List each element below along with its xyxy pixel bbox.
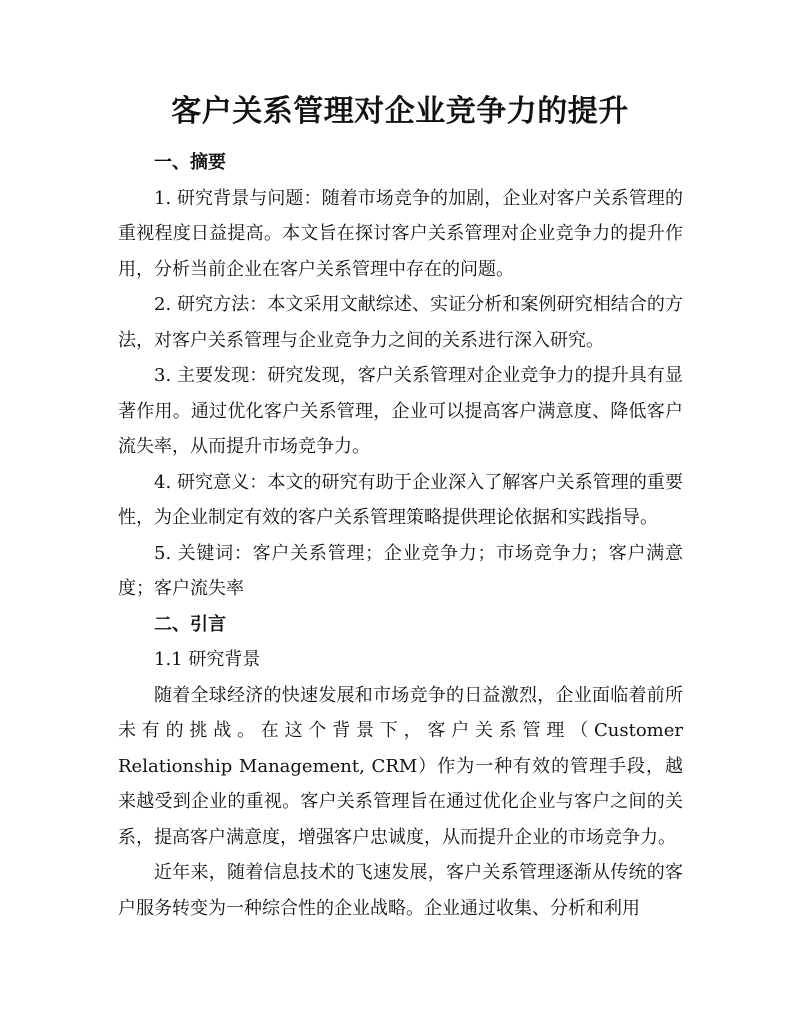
abstract-item-3: 3. 主要发现：研究发现，客户关系管理对企业竞争力的提升具有显著作用。通过优化客户关系管理，企业可以提高客户满意度、降低客户流失率，从而提升市场竞争力。 (118, 365, 683, 457)
document-body (118, 145, 683, 926)
abstract-item-2: 2. 研究方法：本文采用文献综述、实证分析和案例研究相结合的方法，对客户关系管理与企业竞争力之间的关系进行深入研究。 (118, 294, 683, 351)
document-title: 客户关系管理对企业竞争力的提升 (171, 94, 629, 129)
abstract-item-4: 4. 研究意义：本文的研究有助于企业深入了解客户关系管理的重要性，为企业制定有效的客户关系管理策略提供理论依据和实践指导。 (118, 471, 683, 528)
abstract-item-1: 1. 研究背景与问题：随着市场竞争的加剧，企业对客户关系管理的重视程度日益提高。本文旨在探讨客户关系管理对企业竞争力的提升作用，分析当前企业在客户关系管理中存在的问题。 (118, 187, 683, 280)
section-heading-abstract: 一、摘要 (154, 152, 226, 173)
subsection-heading-background: 1.1 研究背景 (154, 649, 261, 670)
abstract-item-5: 5. 关键词：客户关系管理；企业竞争力；市场竞争力；客户满意度；客户流失率 (118, 542, 683, 599)
section-heading-introduction: 二、引言 (154, 613, 226, 635)
intro-paragraph-2: 近年来，随着信息技术的飞速发展，客户关系管理逐渐从传统的客户服务转变为一种综合性的企业战略。企业通过收集、分析和利用 (118, 862, 683, 919)
intro-paragraph-1: 随着全球经济的快速发展和市场竞争的日益激烈，企业面临着前所未有的挑战。在这个背景下，客户关系管理（Customer Relationship Management, CRM）作为一种有效的管理手段，越来越受到企业的重视。客户关系管理旨在通过优化企业与客户之间的关系，提高客户满意度，增强客户忠诚度，从而提升企业的市场竞争力。 (118, 684, 683, 848)
